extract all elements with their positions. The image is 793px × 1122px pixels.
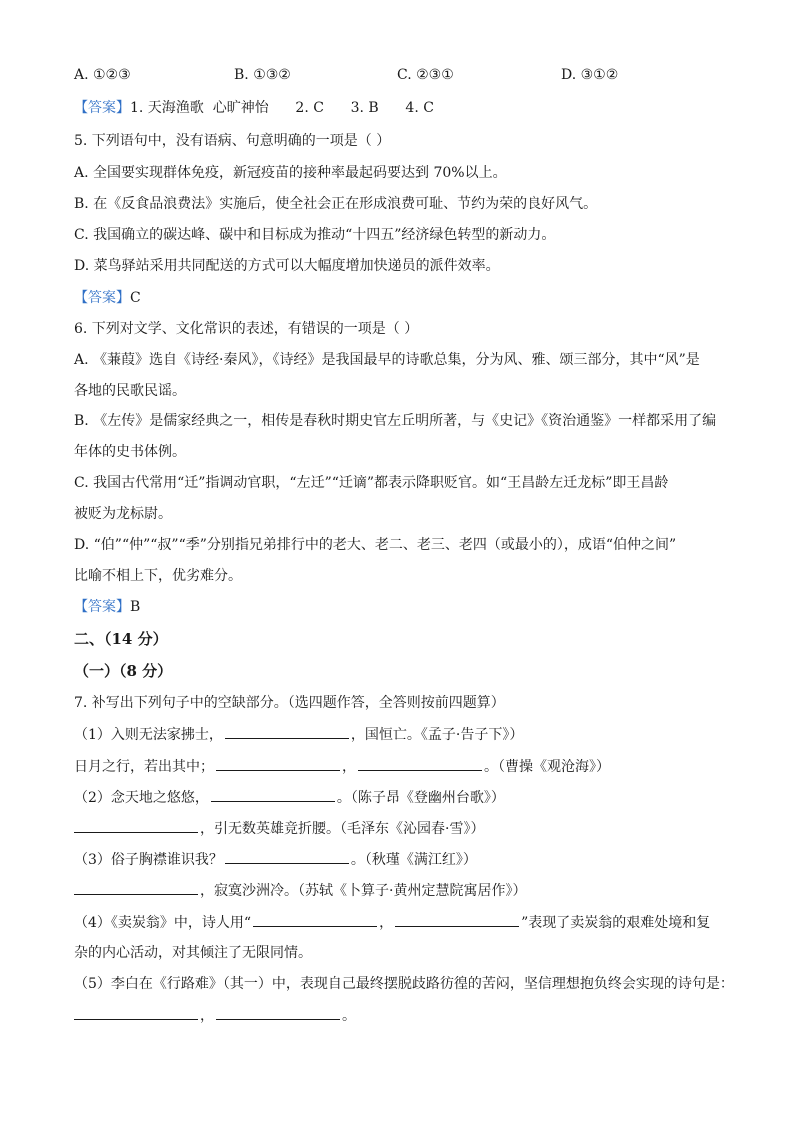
q7-text: 。（曹操《观沧海》） xyxy=(484,759,610,775)
fill-blank[interactable] xyxy=(358,757,482,771)
q7-text: （3）俗子胸襟谁识我？ xyxy=(74,852,223,868)
option-b: B. ①③② xyxy=(234,67,291,83)
answer-tag: 【答案】 xyxy=(74,290,130,306)
q7-text: ”表现了卖炭翁的艰难处境和复 xyxy=(521,915,711,931)
q5-option-d: D. 菜鸟驿站采用共同配送的方式可以大幅度增加快递员的派件效率。 xyxy=(74,258,500,274)
q6-option-b-line2: 年体的史书体例。 xyxy=(74,444,186,460)
q5-stem: 5. 下列语句中，没有语病、句意明确的一项是（ ） xyxy=(74,133,391,149)
fill-blank[interactable] xyxy=(74,819,198,833)
answer-tag: 【答案】 xyxy=(74,599,130,615)
q6-option-c-line1: C. 我国古代常用“迁”指调动官职，“左迁”“迁谪”都表示降职贬官。如“王昌龄左迁龙标”即王昌龄 xyxy=(74,475,669,491)
q6-answer xyxy=(74,598,140,616)
fill-blank[interactable] xyxy=(74,881,198,895)
q7-item-5-line1: （5）李白在《行路难》（其一）中，表现自己最终摆脱歧路彷徨的苦闷，坚信理想抱负终会实现的诗句是： xyxy=(74,976,734,992)
q7-item-2-line2 xyxy=(74,819,484,838)
answer-tag: 【答案】 xyxy=(74,100,130,116)
q7-item-2-line1 xyxy=(74,788,505,807)
q7-text: ， xyxy=(200,1008,214,1024)
q6-stem: 6. 下列对文学、文化常识的表述，有错误的一项是（ ） xyxy=(74,321,419,337)
q5-option-a: A. 全国要实现群体免疫，新冠疫苗的接种率最起码要达到 70%以上。 xyxy=(74,165,507,181)
q7-text: ，寂寞沙洲冷。（苏轼《卜算子·黄州定慧院寓居作》） xyxy=(200,883,527,899)
q7-text: 。（陈子昂《登幽州台歌》） xyxy=(336,790,505,806)
q7-text: ，引无数英雄竞折腰。（毛泽东《沁园春·雪》） xyxy=(200,821,485,837)
answer-text: C xyxy=(130,290,141,306)
q6-option-d-line2: 比喻不相上下，优劣难分。 xyxy=(74,568,242,584)
q7-text: 日月之行，若出其中； xyxy=(74,759,214,775)
fill-blank[interactable] xyxy=(216,1006,340,1020)
q7-item-3-line2 xyxy=(74,881,526,900)
fill-blank[interactable] xyxy=(74,1006,198,1020)
q7-text: （4）《卖炭翁》中，诗人用“ xyxy=(74,915,252,931)
q5-option-c: C. 我国确立的碳达峰、碳中和目标成为推动“十四五”经济绿色转型的新动力。 xyxy=(74,227,556,243)
section-2-1-heading: （一）（8 分） xyxy=(74,662,173,680)
fill-blank[interactable] xyxy=(225,725,349,739)
option-d: D. ③①② xyxy=(561,67,619,83)
answer-text: 1. 天海渔歌 心旷神怡 2. C 3. B 4. C xyxy=(130,100,434,116)
q5-option-b: B. 在《反食品浪费法》实施后，使全社会正在形成浪费可耻、节约为荣的良好风气。 xyxy=(74,196,598,212)
option-c: C. ②③① xyxy=(397,67,454,83)
answer-line-1-4 xyxy=(74,99,434,117)
q7-text: 。（秋瑾《满江红》） xyxy=(350,852,477,868)
q6-option-a-line1: A. 《蒹葭》选自《诗经·秦风》，《诗经》是我国最早的诗歌总集，分为风、雅、颂三部分，其中“风”是 xyxy=(74,352,700,368)
option-a: A. ①②③ xyxy=(74,67,131,83)
q7-item-3-line1 xyxy=(74,850,477,869)
q7-item-4-line2: 杂的内心活动，对其倾注了无限同情。 xyxy=(74,945,312,961)
fill-blank[interactable] xyxy=(216,757,340,771)
q7-item-1-line2 xyxy=(74,757,610,776)
q7-item-4-line1 xyxy=(74,913,710,932)
q7-text: ， xyxy=(342,759,356,775)
q7-text: （2）念天地之悠悠， xyxy=(74,790,209,806)
answer-text: B xyxy=(130,599,141,615)
fill-blank[interactable] xyxy=(253,913,377,927)
q6-option-a-line2: 各地的民歌民谣。 xyxy=(74,383,186,399)
q7-text: （1）入则无法家拂士， xyxy=(74,727,223,743)
fill-blank[interactable] xyxy=(395,913,519,927)
q5-answer xyxy=(74,289,141,307)
q7-item-1-line1 xyxy=(74,725,523,744)
q6-option-c-line2: 被贬为龙标尉。 xyxy=(74,506,172,522)
fill-blank[interactable] xyxy=(211,788,335,802)
q7-item-5-line2 xyxy=(74,1006,356,1025)
fill-blank[interactable] xyxy=(225,850,349,864)
q7-stem: 7. 补写出下列句子中的空缺部分。（选四题作答，全答则按前四题算） xyxy=(74,695,505,711)
q7-text: ，国恒亡。《孟子·告子下》） xyxy=(350,727,524,743)
section-2-heading: 二、（14 分） xyxy=(74,630,168,648)
q6-option-b-line1: B. 《左传》是儒家经典之一，相传是春秋时期史官左丘明所著，与《史记》《资治通鉴》一样都采用了编 xyxy=(74,413,717,429)
q7-text: ， xyxy=(379,915,394,931)
q6-option-d-line1: D. “伯”“仲”“叔”“季”分别指兄弟排行中的老大、老二、老三、老四（或最小的），成语“伯仲之间” xyxy=(74,537,677,553)
q7-text: 。 xyxy=(342,1008,356,1024)
